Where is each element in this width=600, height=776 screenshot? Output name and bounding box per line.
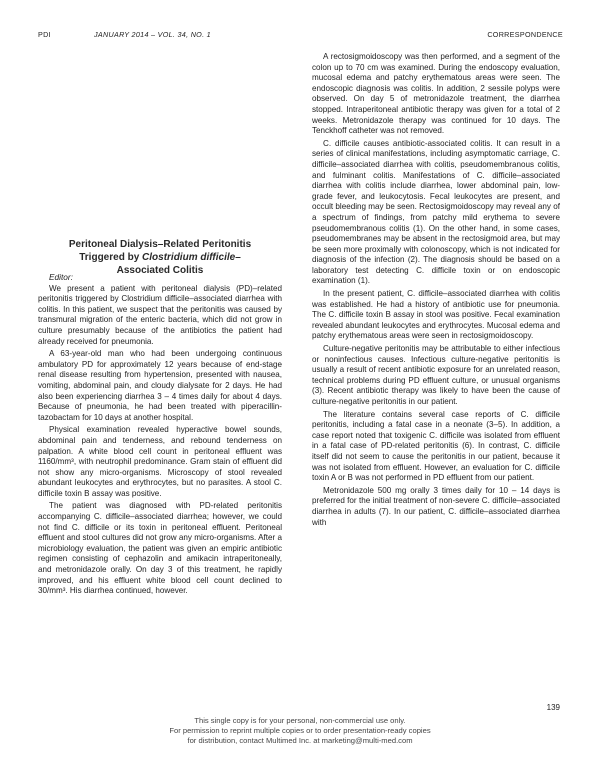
left-paragraph-3: Physical examination revealed hyperactive bowel sounds, abdominal pain and tenderness, and rebound tenderness on palpation. A white blood cell count in peritoneal effluent was 1160/mm³, with neutrophil predominance. Gram stain of effluent did not show any micro-organisms. Microscopy of stool revealed abundant leukocytes and erythrocytes, but no parasites. A stool C. difficile toxin B assay was positive. [38, 425, 282, 498]
title-line-3: Associated Colitis [116, 265, 204, 276]
editor-label: Editor: [49, 272, 73, 282]
title-line-2 [38, 251, 282, 264]
section-name: CORRESPONDENCE [487, 30, 563, 39]
title-line-2-suffix: – [235, 252, 241, 263]
title-line-1: Peritoneal Dialysis–Related Peritonitis [68, 239, 252, 250]
copyright-footer [0, 716, 600, 746]
right-paragraph-1: A rectosigmoidoscopy was then performed, and a segment of the colon up to 70 cm was examined. During the endoscopy evaluation, mucosal edema and patchy erythematous areas were seen. The endoscopic diagnosis was colitis. In addition, 2 sessile polyps were observed. On day 5 of metronidazole treatment, the diarrhea stopped. Intraperitoneal antibiotic therapy was given for a total of 2 weeks. Metronidazole therapy was continued for 10 days. The Tenckhoff catheter was not removed. [312, 52, 560, 136]
left-paragraph-4: The patient was diagnosed with PD-related peritonitis accompanying C. difficile–associated diarrhea; however, we could not find C. difficile or its toxin in peritoneal effluent. Peritoneal effluent and stool cultures did not grow any micro-organisms. After a microbiology evaluation, the patient was given an empiric antibiotic regimen consisting of cephazolin and amikacin intraperitoneally, and metronidazole orally. On day 3 of this treatment, he rapidly improved, and his effluent white blood cell count declined to 30/mm³. His diarrhea continued, however. [38, 501, 282, 596]
right-paragraph-2: C. difficile causes antibiotic-associated colitis. It can result in a series of clinical manifestations, including asymptomatic carriage, C. difficile–associated diarrhea with colitis, pseudomembranous colitis, and fulminant colitis. Manifestations of C. difficile–associated diarrhea with colitis include diarrhea, lower abdominal pain, low-grade fever, and leukocytosis. Fecal leukocytes are present, and occult bleeding may be seen. Rectosigmoidoscopy may reveal any of a spectrum of findings, from patchy mild erythema to severe pseudomembranous colitis (1). On the other hand, in some cases, pseudomembranes may be absent in the rectosigmoid area, but may be seen more proximally with colonoscopy, which is not indicated for diagnosis of the infection (2). The diagnosis should be based on a laboratory test detecting C. difficile toxin or on endoscopic examination (1). [312, 138, 560, 286]
footer-line-3: for distribution, contact Multimed Inc. at marketing@multi-med.com [187, 736, 413, 745]
left-column [38, 272, 282, 599]
right-paragraph-5: The literature contains several case reports of C. difficile peritonitis, including a fatal case in a neonate (3–5). In addition, a case report noted that toxigenic C. difficile was isolated from effluent in a fatal case of PD-related peritonitis (6). In contrast, C. difficile itself did not seem to cause the peritonitis in our patient, because it was not isolated from effluent. However, an evaluation for C. difficile toxin A or B was not performed in PD effluent from our patient. [312, 409, 560, 483]
right-paragraph-4: Culture-negative peritonitis may be attributable to either infectious or noninfectious causes. Infectious culture-negative peritonitis is usually a result of recent antibiotic exposure for an unrelated reason, technical problems during PD effluent culture, or unusual organisms (3). Recent antibiotic therapy was likely to have been the cause of culture-negative peritonitis in our patient. [312, 344, 560, 406]
right-paragraph-3: In the present patient, C. difficile–associated diarrhea with colitis was established. He had a history of antibiotic use for pneumonia. The C. difficile toxin B assay in stool was positive. Fecal examination revealed abundant leukocytes and erythrocytes. Mucosal edema and patchy erythematous areas were seen in rectosigmoidoscopy. [312, 289, 560, 341]
running-header [38, 30, 563, 44]
right-paragraph-6: Metronidazole 500 mg orally 3 times daily for 10 – 14 days is preferred for the initial treatment of non-severe C. difficile–associated diarrhea in adults (7). In our patient, C. difficile–associated diarrhea with [312, 485, 560, 527]
journal-name: PDI [38, 30, 51, 39]
title-line-2-italic: Clostridium difficile [142, 252, 236, 263]
left-paragraph-2: A 63-year-old man who had been undergoing continuous ambulatory PD for approximately 12 years because of end-stage renal disease resulting from hypertension, presented with nausea, vomiting, abdominal pain, and cloudy dialysate for 2 days. He had also been experiencing diarrhea 3 – 4 times daily for about 4 days. Because of pneumonia, he had been treated with piperacillin-tazobactam for 10 days at another hospital. [38, 349, 282, 422]
footer-line-2: For permission to reprint multiple copies or to order presentation-ready copies [169, 726, 431, 735]
left-paragraph-1: We present a patient with peritoneal dialysis (PD)–related peritonitis triggered by Clostridium difficile–associated diarrhea with colitis. In this patient, we suspect that the peritonitis was caused by transmural migration of the enteric bacteria, which did not grow in culture presumably because of the antibiotics the patient had already received for pneumonia. [38, 283, 282, 346]
right-column [312, 52, 560, 530]
page-number: 139 [546, 703, 560, 712]
issue-info: JANUARY 2014 – VOL. 34, NO. 1 [94, 30, 211, 39]
title-line-2-prefix: Triggered by [79, 252, 143, 263]
footer-line-1: This single copy is for your personal, non-commercial use only. [194, 716, 406, 725]
